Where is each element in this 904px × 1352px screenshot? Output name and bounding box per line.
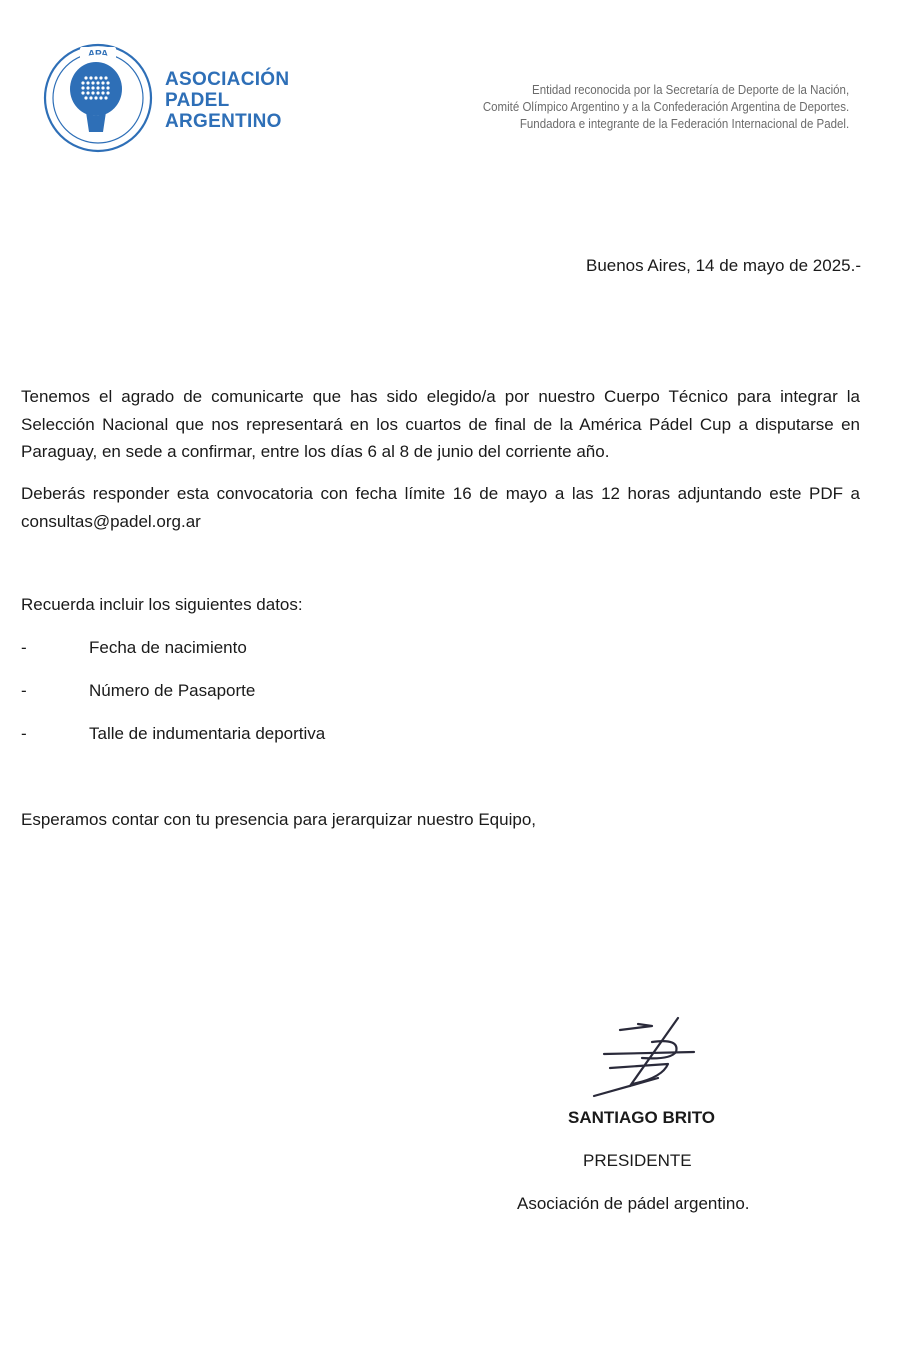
entity-line-3: Fundadora e integrante de la Federación Internacional de Padel. xyxy=(519,117,849,131)
paragraph-selection-notice: Tenemos el agrado de comunicarte que has sido elegido/a por nuestro Cuerpo Técnico para integrar la Selección Nacional que nos representará en los cuartos de final de la América Pádel Cup a disputarse en Paraguay, en sede a confirmar, entre los días 6 al 8 de junio del corriente año. xyxy=(21,387,860,461)
logo-badge-text: APA xyxy=(87,49,109,60)
entity-line-2: Comité Olímpico Argentino y a la Confederación Argentina de Deportes. xyxy=(482,100,849,114)
signatory-organization: Asociación de pádel argentino. xyxy=(517,1194,750,1213)
brand-line-3: ARGENTINO xyxy=(165,111,282,132)
brand-line-1: ASOCIACIÓN xyxy=(165,69,290,90)
signatory-role: PRESIDENTE xyxy=(583,1151,692,1170)
list-bullet: - xyxy=(21,724,27,743)
list-item-text: Número de Pasaporte xyxy=(89,681,256,700)
list-item-text: Fecha de nacimiento xyxy=(89,638,247,657)
letter-date: Buenos Aires, 14 de mayo de 2025.- xyxy=(585,256,861,275)
handwritten-signature xyxy=(590,1012,702,1104)
list-bullet: - xyxy=(21,638,27,657)
entity-recognition xyxy=(483,82,849,133)
list-bullet: - xyxy=(21,681,27,700)
signatory-name: SANTIAGO BRITO xyxy=(568,1108,716,1127)
brand-line-2: PADEL xyxy=(165,90,230,111)
entity-line-1: Entidad reconocida por la Secretaría de Deporte de la Nación, xyxy=(531,83,849,97)
brand-name xyxy=(165,69,289,132)
closing-line: Esperamos contar con tu presencia para jerarquizar nuestro Equipo, xyxy=(21,810,537,829)
apa-logo-emblem xyxy=(42,42,154,154)
list-item-text: Talle de indumentaria deportiva xyxy=(89,724,326,743)
list-intro: Recuerda incluir los siguientes datos: xyxy=(21,595,303,614)
paragraph-response-deadline: Deberás responder esta convocatoria con fecha límite 16 de mayo a las 12 horas adjuntando este PDF a consultas@padel.org.ar xyxy=(21,484,860,531)
